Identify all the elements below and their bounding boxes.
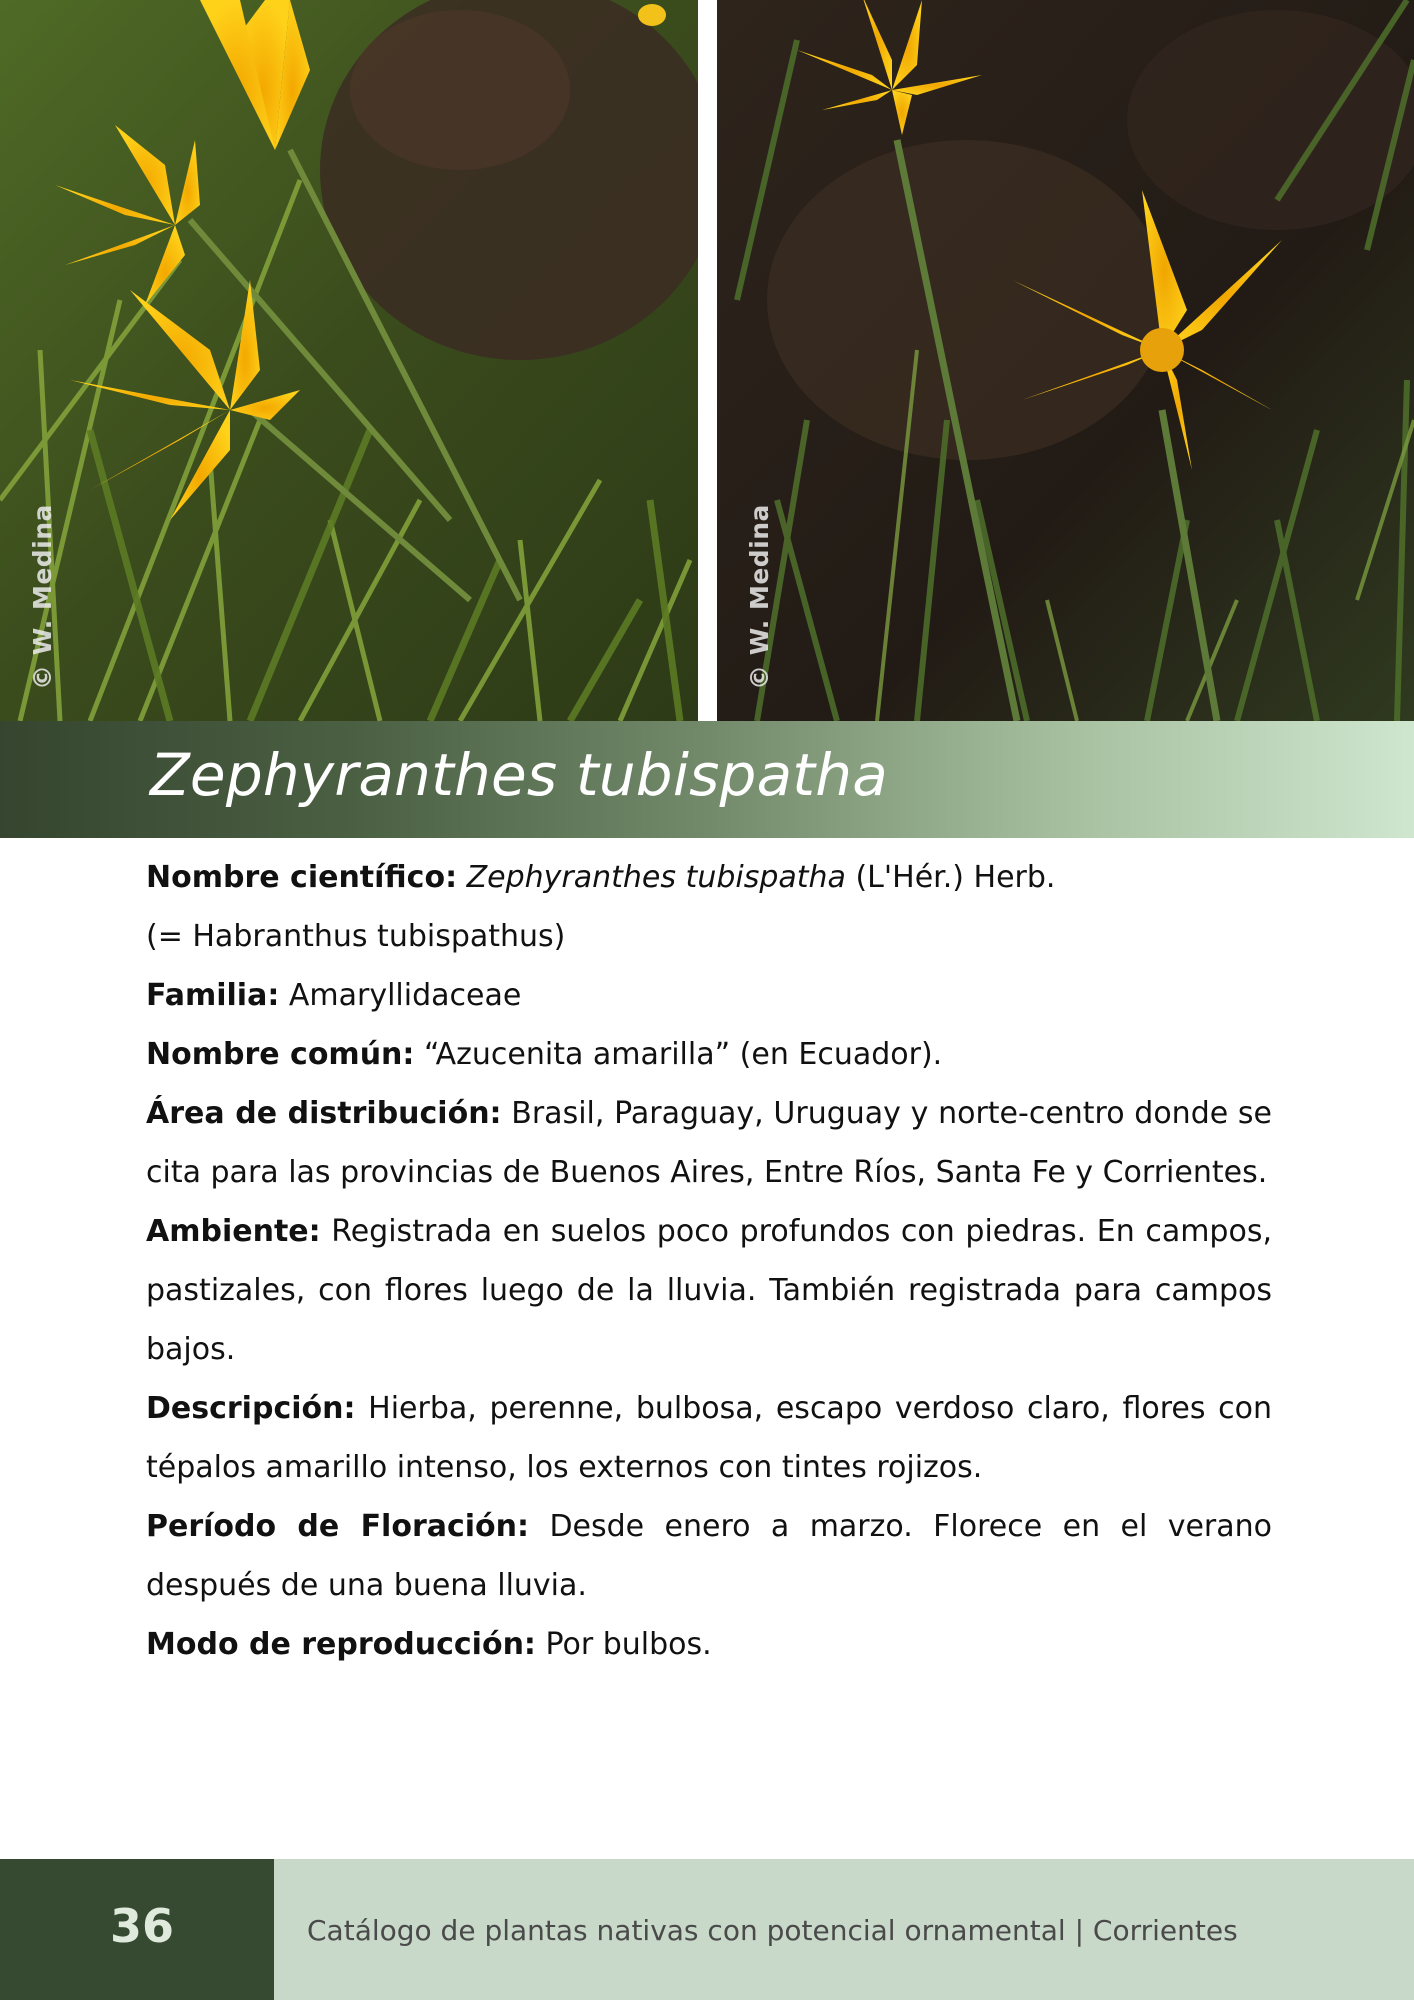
page-footer xyxy=(0,1859,1414,2000)
flower-photo-right xyxy=(717,0,1414,721)
scientific-name-line xyxy=(146,848,1272,907)
reproduction-label: Modo de reproducción: xyxy=(146,1627,536,1662)
photo-credit: © W. Medina xyxy=(745,504,774,690)
photo-strip xyxy=(0,0,1414,721)
distribution-label: Área de distribución: xyxy=(146,1096,502,1131)
distribution-value: Brasil, Paraguay, Uruguay y norte-centro donde se cita para las provincias de Buenos Aires, Entre Ríos, Santa Fe y Corrientes. xyxy=(146,1096,1272,1190)
flower-photo-left xyxy=(0,0,698,721)
synonym-line: (= Habranthus tubispathus) xyxy=(146,919,566,954)
photo-left xyxy=(0,0,698,721)
reproduction-line xyxy=(146,1615,1272,1674)
photo-right xyxy=(717,0,1414,721)
habitat-label: Ambiente: xyxy=(146,1214,321,1249)
description-label: Descripción: xyxy=(146,1391,356,1426)
common-name-label: Nombre común: xyxy=(146,1037,415,1072)
family-line xyxy=(146,966,1272,1025)
title-band xyxy=(0,721,1414,838)
reproduction-value: Por bulbos. xyxy=(535,1627,712,1662)
scientific-name-label: Nombre científico: xyxy=(146,860,458,895)
family-label: Familia: xyxy=(146,978,280,1013)
description-line xyxy=(146,1379,1272,1497)
scientific-name-author: (L'Hér.) Herb. xyxy=(845,860,1056,895)
habitat-value: Registrada en suelos poco profundos con piedras. En campos, pastizales, con flores luego de la lluvia. También registrada para campos bajos. xyxy=(146,1214,1272,1367)
page-number-box xyxy=(0,1859,274,2000)
footer-catalog-title: Catálogo de plantas nativas con potencial ornamental | Corrientes xyxy=(307,1914,1238,1947)
flowering-label: Período de Floración: xyxy=(146,1509,530,1544)
flowering-line xyxy=(146,1497,1272,1615)
page-title: Zephyranthes tubispatha xyxy=(150,741,888,809)
page-number: 36 xyxy=(110,1899,175,1953)
family-value: Amaryllidaceae xyxy=(279,978,522,1013)
common-name-line xyxy=(146,1025,1272,1084)
species-details xyxy=(146,848,1272,1674)
common-name-value: “Azucenita amarilla” (en Ecuador). xyxy=(414,1037,943,1072)
distribution-line xyxy=(146,1084,1272,1202)
habitat-line xyxy=(146,1202,1272,1379)
photo-credit: © W. Medina xyxy=(28,504,57,690)
scientific-name-species: Zephyranthes tubispatha xyxy=(466,860,846,895)
flowering-value: Desde enero a marzo. Florece en el verano después de una buena lluvia. xyxy=(146,1509,1272,1603)
description-value: Hierba, perenne, bulbosa, escapo verdoso claro, flores con tépalos amarillo intenso, los externos con tintes rojizos. xyxy=(146,1391,1272,1485)
